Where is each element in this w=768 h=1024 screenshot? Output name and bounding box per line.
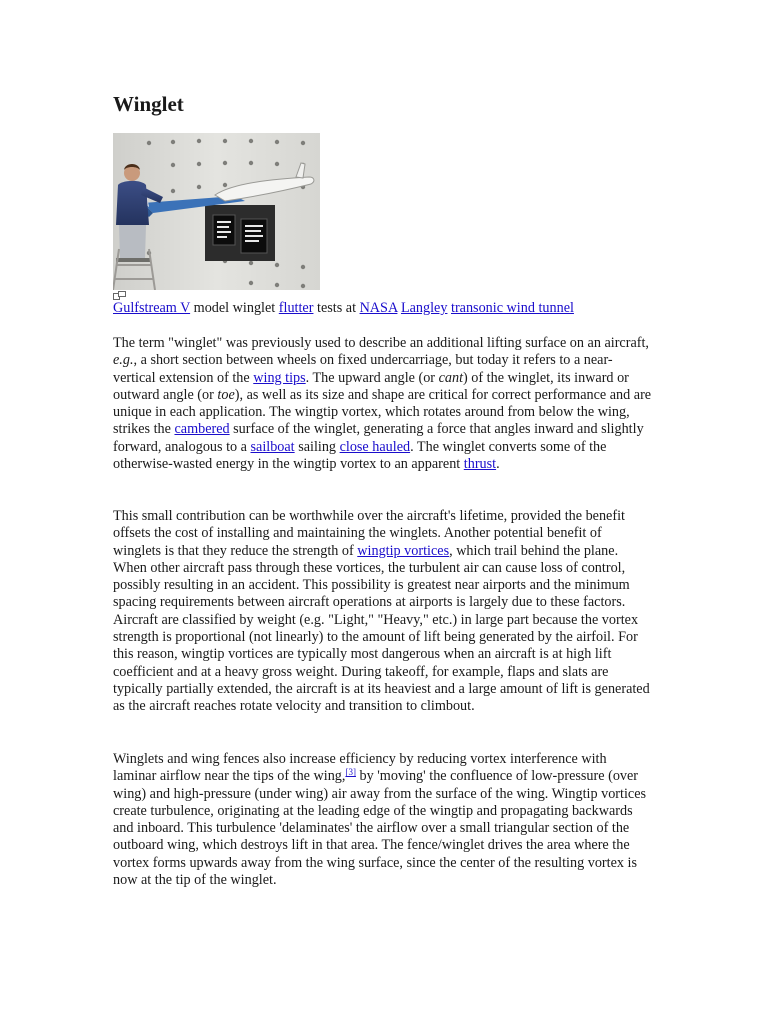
link-wing-tips[interactable]: wing tips (253, 369, 306, 386)
paragraph-text: . The upward angle (or (305, 369, 439, 386)
paragraph-text: This small contribution can be worthwhile over the aircraft's lifetime, provided the benefit offsets the cost of installing and maintaining the winglets. Another potential benefit of winglets is that they reduce the strength of (113, 508, 625, 559)
link-wingtip-vortices[interactable]: wingtip vortices (357, 542, 450, 559)
link-nasa[interactable]: NASA (359, 300, 398, 316)
caption-text: tests at (313, 300, 360, 316)
italic-text: toe (217, 386, 235, 403)
paragraph-text: The term "winglet" was previously used to describe an additional lifting surface on an aircraft, (113, 335, 649, 351)
link-gulfstream-v[interactable]: Gulfstream V (113, 300, 191, 316)
page-title: Winglet (113, 92, 184, 116)
link-thrust[interactable]: thrust (463, 456, 497, 473)
paragraph-text: , which trail behind the plane. When other aircraft pass through these vortices, the turbulent air can cause loss of control, possibly resulting in an accident. This possibility is greatest near airports and the minimum spacing requirements between aircraft operations at airports is largely due to these factors. Aircraft are classified by weight (e.g. "Light," "Heavy," etc.) in large part because the vortex strength is proportional (not linearly) to the amount of lift being generated by the airfoil. For this reason, wingtip vortices are typically most dangerous when an aircraft is at high lift coefficient and at a heavy gross weight. During takeoff, for example, flaps and slats are typically partially extended, the aircraft is at its heaviest and a large amount of lift is generated as the aircraft reaches rotate velocity and transition to climbout. (113, 542, 650, 715)
figure-caption (113, 299, 653, 317)
paragraph-text: surface of the winglet, generating a force that angles inward and slightly forward, analogous to a (113, 421, 644, 455)
figure-photo (113, 133, 320, 290)
paragraph-text: ) of the winglet, its inward or outward angle (or (113, 369, 629, 403)
italic-text: e.g. (113, 352, 134, 369)
paragraph-text: Winglets and wing fences also increase efficiency by reducing vortex interference with laminar airflow near the tips of the wing, (113, 751, 607, 785)
link-sailboat[interactable]: sailboat (250, 438, 295, 455)
paragraph-2 (113, 508, 653, 716)
paragraph-text: . The winglet converts some of the otherwise-wasted energy in the wingtip vortex to an apparent (113, 438, 607, 473)
paragraph-3 (113, 751, 653, 889)
paragraph-text: , a short section between wheels on fixed undercarriage, but today it refers to a near-vertical extension of the (113, 352, 613, 386)
italic-text: cant (438, 369, 464, 386)
citation-link[interactable]: [3] (345, 767, 356, 778)
paragraph-text: . (496, 456, 500, 473)
link-close-hauled[interactable]: close hauled (339, 438, 411, 455)
link-flutter[interactable]: flutter (278, 300, 314, 316)
paragraph-1 (113, 335, 653, 473)
link-langley[interactable]: Langley (400, 300, 448, 316)
caption-text: model winglet (190, 300, 279, 316)
link-transonic-wind-tunnel[interactable]: transonic wind tunnel (451, 300, 574, 316)
paragraph-text: ), as well as its size and shape are critical for correct performance and are unique in each application. The wingtip vortex, which rotates around from below the wing, strikes the (113, 386, 652, 438)
paragraph-text: sailing (294, 438, 340, 455)
paragraph-text: by 'moving' the confluence of low-pressure (over wing) and high-pressure (under wing) air away from the surface of the wing. Wingtip vortices create turbulence, originating at the leading edge of the wingtip and propagating backwards and inboard. This turbulence 'delaminates' the airflow over a small triangular section of the outboard wing, which destroys lift in that area. The fence/winglet drives the area where the vortex forms upwards away from the wing surface, since the center of the resulting vortex is now at the tip of the winglet. (113, 768, 647, 889)
link-cambered[interactable]: cambered (174, 421, 230, 438)
wind-tunnel-photo (113, 133, 320, 290)
